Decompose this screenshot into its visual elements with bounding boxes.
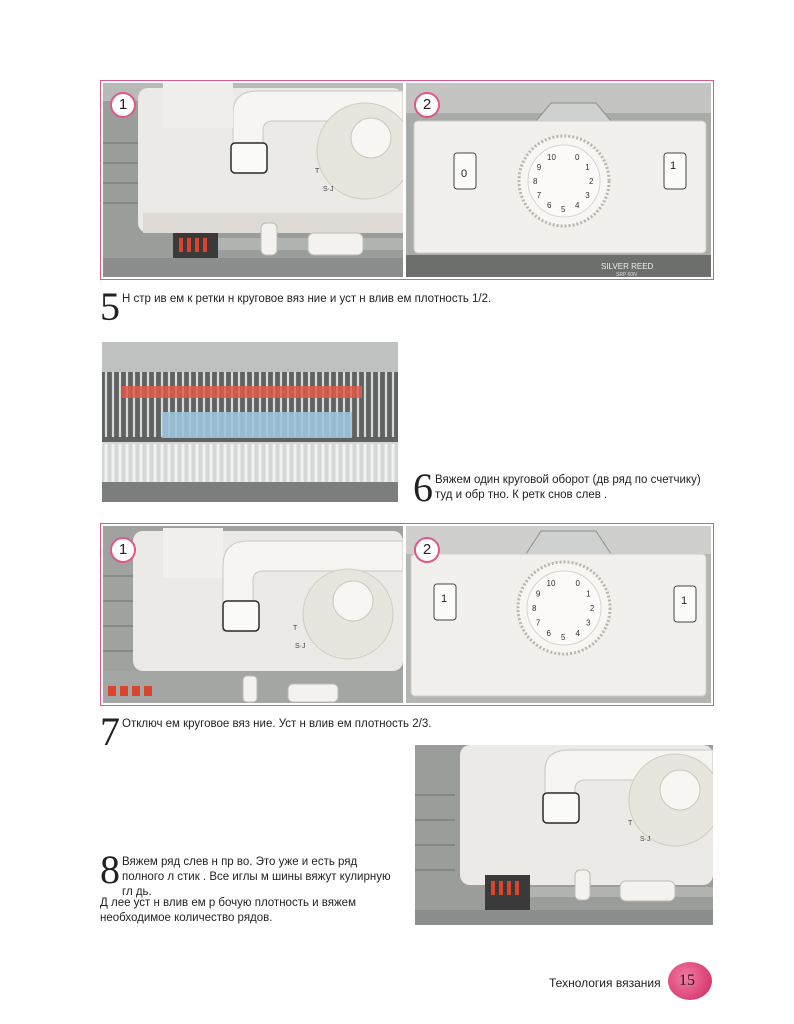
- carriage-illustration: [103, 83, 403, 277]
- dial-number: 9: [536, 163, 542, 172]
- photo-carriage-handle: [103, 83, 403, 277]
- step-5-number: 5: [100, 284, 120, 329]
- slot-right-label: 1: [670, 160, 677, 172]
- step-6-text: Вяжем один круговой оборот (дв ряд по счетчику) туд и обр тно. К ретк снов слев .: [435, 474, 701, 501]
- dial-number: 7: [535, 618, 541, 628]
- dial-number: 9: [535, 589, 541, 599]
- page-number: 15: [679, 972, 695, 989]
- dial-number: 0: [575, 152, 580, 162]
- dial-illustration: [406, 83, 711, 277]
- carriage-mark-sj: S·J: [323, 186, 334, 193]
- brand-label: SILVER REED: [601, 262, 654, 271]
- dial-number: 6: [547, 201, 552, 211]
- step-7-number: 7: [100, 709, 120, 754]
- carriage-illustration-2: [103, 526, 403, 703]
- step-8: [100, 847, 400, 900]
- carriage-illustration-3: [415, 745, 713, 925]
- carriage-mark-sj-2: S·J: [295, 643, 306, 650]
- step-8-number: 8: [100, 847, 120, 892]
- figure-3-marker-1: 1: [110, 537, 136, 563]
- dial-number: 5: [561, 633, 566, 642]
- dial-number: 2: [589, 177, 594, 186]
- dial-number: 0: [575, 578, 580, 588]
- carriage-mark-t-2: T: [293, 625, 298, 632]
- model-label: SRP 60N: [616, 272, 637, 277]
- dial-number: 1: [585, 163, 590, 172]
- photo-carriage-dial-2: [406, 526, 711, 703]
- figure-1-marker-1: 1: [110, 92, 136, 118]
- carriage-mark-t: T: [315, 168, 320, 175]
- dial-number: 8: [533, 177, 538, 186]
- closing-paragraph: Д лее уст н влив ем р бочую плотность и вяжем необходимое количество рядов.: [100, 897, 356, 924]
- step-5: [100, 284, 700, 329]
- dial-number: 4: [575, 201, 580, 211]
- slot-left-label: 0: [461, 168, 468, 180]
- figure-1-marker-2: 2: [414, 92, 440, 118]
- photo-needle-bed: [102, 342, 398, 502]
- photo-carriage-final: [415, 745, 713, 925]
- slot-right-label-2: 1: [681, 595, 688, 607]
- slot-left-label-2: 1: [441, 593, 448, 605]
- dial-number: 6: [546, 629, 551, 639]
- step-7-text: Отключ ем круговое вяз ние. Уст н влив ем плотность 2/3.: [122, 718, 432, 730]
- step-5-text: Н стр ив ем к ретки н круговое вяз ние и уст н влив ем плотность 1/2.: [122, 293, 492, 305]
- dial-number: 2: [590, 604, 595, 613]
- figure-3-marker-2: 2: [414, 537, 440, 563]
- photo-carriage-dial: [406, 83, 711, 277]
- step-6: [413, 465, 713, 510]
- dial-number: 8: [532, 604, 537, 613]
- carriage-mark-sj-3: S·J: [640, 836, 651, 843]
- step-8-text: Вяжем ряд слев н пр во. Это уже и есть ряд полного л стик . Все иглы м шины вяжут кулирную гл дь.: [122, 856, 391, 898]
- dial-number: 3: [585, 191, 590, 200]
- photo-carriage-handle-2: [103, 526, 403, 703]
- dial-number: 10: [547, 152, 556, 162]
- dial-number: 4: [575, 629, 580, 639]
- carriage-mark-t-3: T: [628, 820, 633, 827]
- dial-illustration-2: [406, 526, 711, 703]
- dial-number: 10: [546, 578, 556, 588]
- step-6-number: 6: [413, 465, 433, 510]
- dial-number: 7: [536, 191, 542, 200]
- dial-number: 1: [586, 589, 591, 599]
- dial-number: 5: [561, 205, 566, 214]
- footer-title: Технология вязания: [549, 976, 661, 990]
- dial-number: 3: [586, 618, 591, 628]
- needle-bed-illustration: [102, 342, 398, 502]
